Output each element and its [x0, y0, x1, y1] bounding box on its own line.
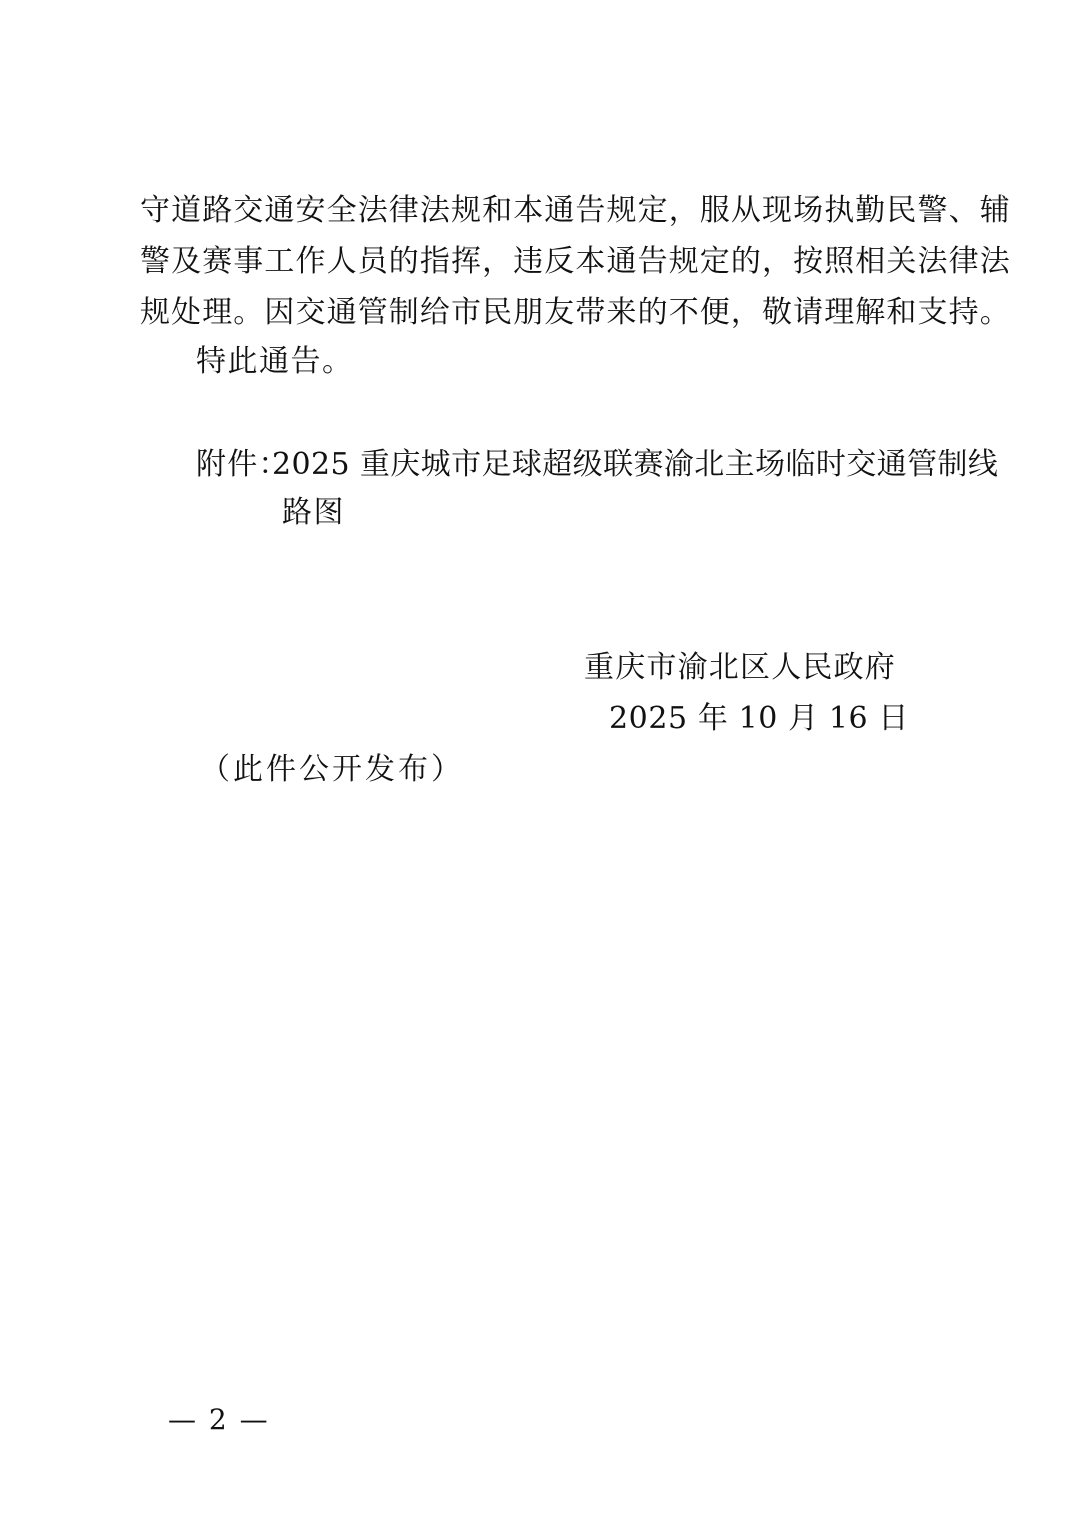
body-paragraph-line: 守道路交通安全法律法规和本通告规定，服从现场执勤民警、辅 [140, 193, 1011, 228]
issuing-authority: 重庆市渝北区人民政府 [584, 650, 896, 685]
closing-statement: 特此通告。 [196, 344, 354, 379]
public-release-note: （此件公开发布） [200, 752, 464, 787]
attachment-title: 2025 重庆城市足球超级联赛渝北主场临时交通管制线 [272, 447, 999, 482]
attachment-label: 附件： [196, 447, 290, 482]
attachment-title-continuation: 路图 [282, 495, 345, 530]
body-paragraph-line: 警及赛事工作人员的指挥，违反本通告规定的，按照相关法律法 [140, 244, 1011, 279]
body-paragraph-line: 规处理。因交通管制给市民朋友带来的不便，敬请理解和支持。 [140, 295, 1011, 330]
page-number: — 2 — [168, 1403, 270, 1436]
issue-date: 2025 年 10 月 16 日 [609, 701, 909, 736]
